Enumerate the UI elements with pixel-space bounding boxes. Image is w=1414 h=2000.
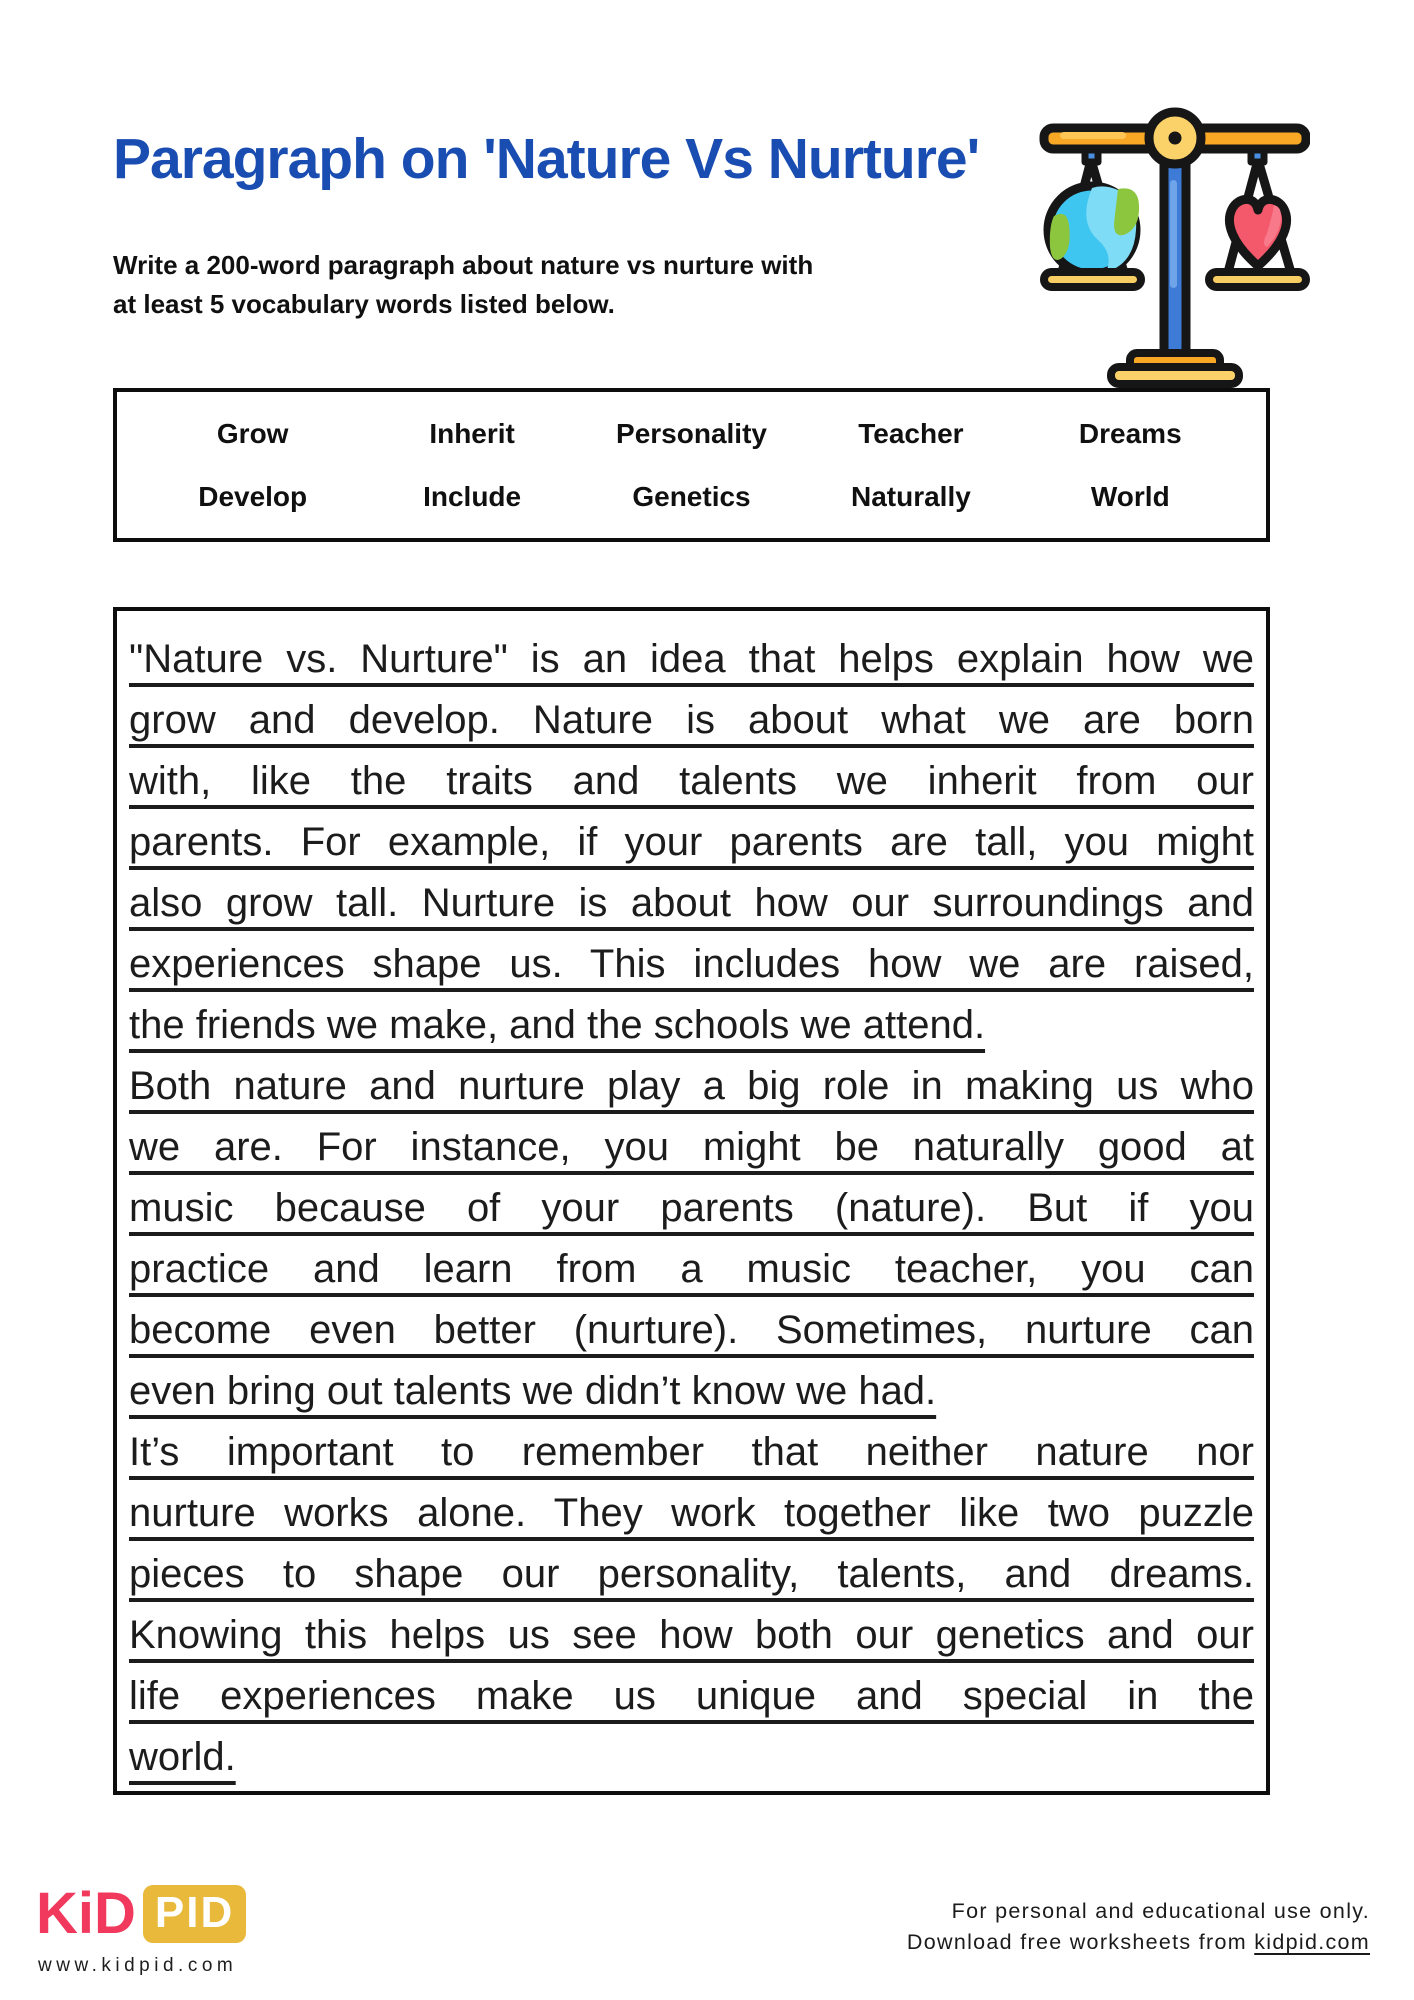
instructions-line-2: at least 5 vocabulary words listed below. (113, 289, 615, 319)
essay-line: Both nature and nurture play a big role in making us who (129, 1064, 1254, 1108)
essay-line: world. (129, 1735, 236, 1779)
globe-icon (1048, 186, 1139, 274)
logo-pid-badge: PID (143, 1885, 246, 1943)
essay-line: Knowing this helps us see how both our genetics and our (129, 1613, 1254, 1657)
essay-line: even bring out talents we didn’t know we had. (129, 1369, 937, 1413)
vocabulary-box (113, 388, 1270, 542)
balance-scale-icon (1038, 102, 1310, 393)
vocab-word: World (1090, 480, 1170, 512)
vocab-word: Inherit (429, 417, 515, 449)
balance-scale-illustration (1038, 102, 1310, 393)
essay-line: grow and develop. Nature is about what we are born (129, 698, 1254, 742)
essay-line: It’s important to remember that neither nature nor (129, 1430, 1254, 1474)
instructions-line-1: Write a 200-word paragraph about nature vs nurture with (113, 250, 814, 280)
kidpid-logo (36, 1880, 246, 1947)
essay-line: pieces to shape our personality, talents, and dreams. (129, 1552, 1254, 1596)
heart-icon (1229, 199, 1286, 266)
page-title: Paragraph on 'Nature Vs Nurture' (113, 127, 980, 191)
essay-line: nurture works alone. They work together like two puzzle (129, 1491, 1254, 1535)
right-pan (1209, 272, 1306, 287)
instructions (113, 246, 813, 324)
essay-line: also grow tall. Nurture is about how our surroundings and (129, 881, 1254, 925)
essay-line: we are. For instance, you might be naturally good at (129, 1125, 1254, 1169)
vocab-word: Naturally (850, 480, 971, 512)
vocab-word: Teacher (858, 417, 964, 449)
essay-line: music because of your parents (nature). But if you (129, 1186, 1254, 1230)
essay-line: life experiences make us unique and special in the (129, 1674, 1254, 1718)
usage-line-1: For personal and educational use only. (951, 1899, 1370, 1923)
essay-line: become even better (nurture). Sometimes, nurture can (129, 1308, 1254, 1352)
kidpid-link[interactable]: kidpid.com (1254, 1930, 1370, 1954)
essay-line: the friends we make, and the schools we attend. (129, 1003, 986, 1047)
essay-box (113, 607, 1270, 1795)
vocab-word: Develop (198, 480, 308, 512)
logo-kid-text: KiD (36, 1881, 136, 1946)
vocab-word: Grow (216, 417, 289, 449)
website-url: www.kidpid.com (38, 1955, 238, 1976)
essay-line: parents. For example, if your parents are tall, you might (129, 820, 1254, 864)
vocab-word: Genetics (632, 480, 751, 512)
left-pan (1044, 272, 1141, 287)
usage-line-2: Download free worksheets from kidpid.com (906, 1930, 1370, 1954)
usage-note (907, 1896, 1370, 1958)
essay-line: practice and learn from a music teacher, you can (129, 1247, 1254, 1291)
vocab-word: Personality (616, 417, 767, 449)
vocab-word: Dreams (1078, 417, 1182, 449)
base-bottom (1111, 367, 1239, 384)
essay-line: experiences shape us. This includes how we are raised, (129, 942, 1254, 986)
vocab-word: Include (423, 480, 522, 512)
essay-line: with, like the traits and talents we inherit from our (129, 759, 1254, 803)
essay-line: "Nature vs. Nurture" is an idea that helps explain how we (129, 637, 1254, 681)
